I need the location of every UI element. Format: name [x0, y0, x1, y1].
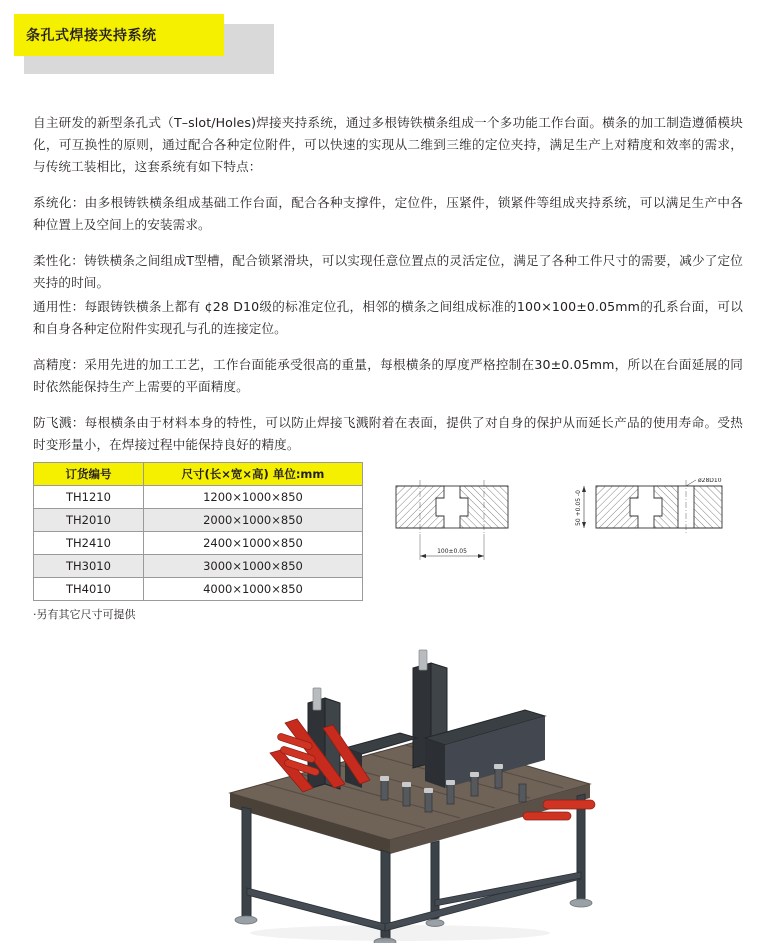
- dim-depth-label: 50 +0.05 -0: [575, 490, 582, 526]
- table-header-row: [34, 463, 363, 486]
- dim-hole-label: ø28D10: [698, 478, 722, 484]
- table-row: [34, 555, 363, 578]
- paragraph-systematic: 系统化：由多根铸铁横条组成基础工作台面，配合各种支撑件，定位件，压紧件，锁紧件等组成夹持系统，可以满足生产中各种位置上及空间上的安装需求。: [33, 195, 743, 232]
- drawing-section-left: [396, 480, 508, 560]
- paragraph-flexible: 柔性化：铸铁横条之间组成T型槽，配合锁紧滑块，可以实现任意位置点的灵活定位，满足了各种工件尺寸的需要，减少了定位夹持的时间。: [33, 253, 743, 290]
- cell-size: 3000×1000×850: [143, 555, 362, 578]
- page-title: 条孔式焊接夹持系统: [26, 28, 157, 44]
- cell-code: TH3010: [34, 555, 144, 578]
- table-row: [34, 486, 363, 509]
- page-header: [14, 14, 274, 74]
- product-photo-svg: [185, 588, 605, 943]
- cell-code: TH1210: [34, 486, 144, 509]
- cell-size: 2000×1000×850: [143, 509, 362, 532]
- table-row: [34, 509, 363, 532]
- drawing-svg: [392, 478, 737, 583]
- body-copy: [33, 112, 743, 470]
- dim-pitch-label: 100±0.05: [437, 548, 467, 555]
- spec-table: [33, 462, 363, 601]
- technical-drawings: [392, 478, 737, 583]
- cell-size: 2400×1000×850: [143, 532, 362, 555]
- cell-code: TH2410: [34, 532, 144, 555]
- cell-size: 4000×1000×850: [143, 578, 362, 601]
- cell-code: TH2010: [34, 509, 144, 532]
- cell-code: TH4010: [34, 578, 144, 601]
- drawing-section-right: [575, 478, 722, 534]
- header-banner: [14, 14, 224, 56]
- paragraph-antispatter: 防飞溅：每根横条由于材料本身的特性，可以防止焊接飞溅附着在表面，提供了对自身的保护从而延长产品的使用寿命。受热时变形量小，在焊接过程中能保持良好的精度。: [33, 415, 743, 452]
- table-header-code: 订货编号: [34, 463, 144, 486]
- paragraph-intro: 自主研发的新型条孔式（T–slot/Holes)焊接夹持系统，通过多根铸铁横条组成一个多功能工作台面。横条的加工制造遵循模块化，可互换性的原则，通过配合各种定位附件，可以快速的实现从二维到三维的定位夹持，满足生产上对精度和效率的需求，与传统工装相比，这套系统有如下特点：: [33, 115, 743, 174]
- product-photo: [185, 588, 605, 943]
- table-row: [34, 532, 363, 555]
- paragraph-precision: 高精度：采用先进的加工工艺，工作台面能承受很高的重量，每根横条的厚度严格控制在30±0.05mm，所以在台面延展的同时依然能保持生产上需要的平面精度。: [33, 357, 744, 394]
- paragraph-universal: 通用性：每跟铸铁横条上都有 ¢28 D10级的标准定位孔，相邻的横条之间组成标准的100×100±0.05mm的孔系台面，可以和自身各种定位附件实现孔与孔的连接定位。: [33, 299, 743, 336]
- table-header-size: 尺寸(长×宽×高) 单位:mm: [143, 463, 362, 486]
- cell-size: 1200×1000×850: [143, 486, 362, 509]
- table-note: ·另有其它尺寸可提供: [33, 608, 136, 621]
